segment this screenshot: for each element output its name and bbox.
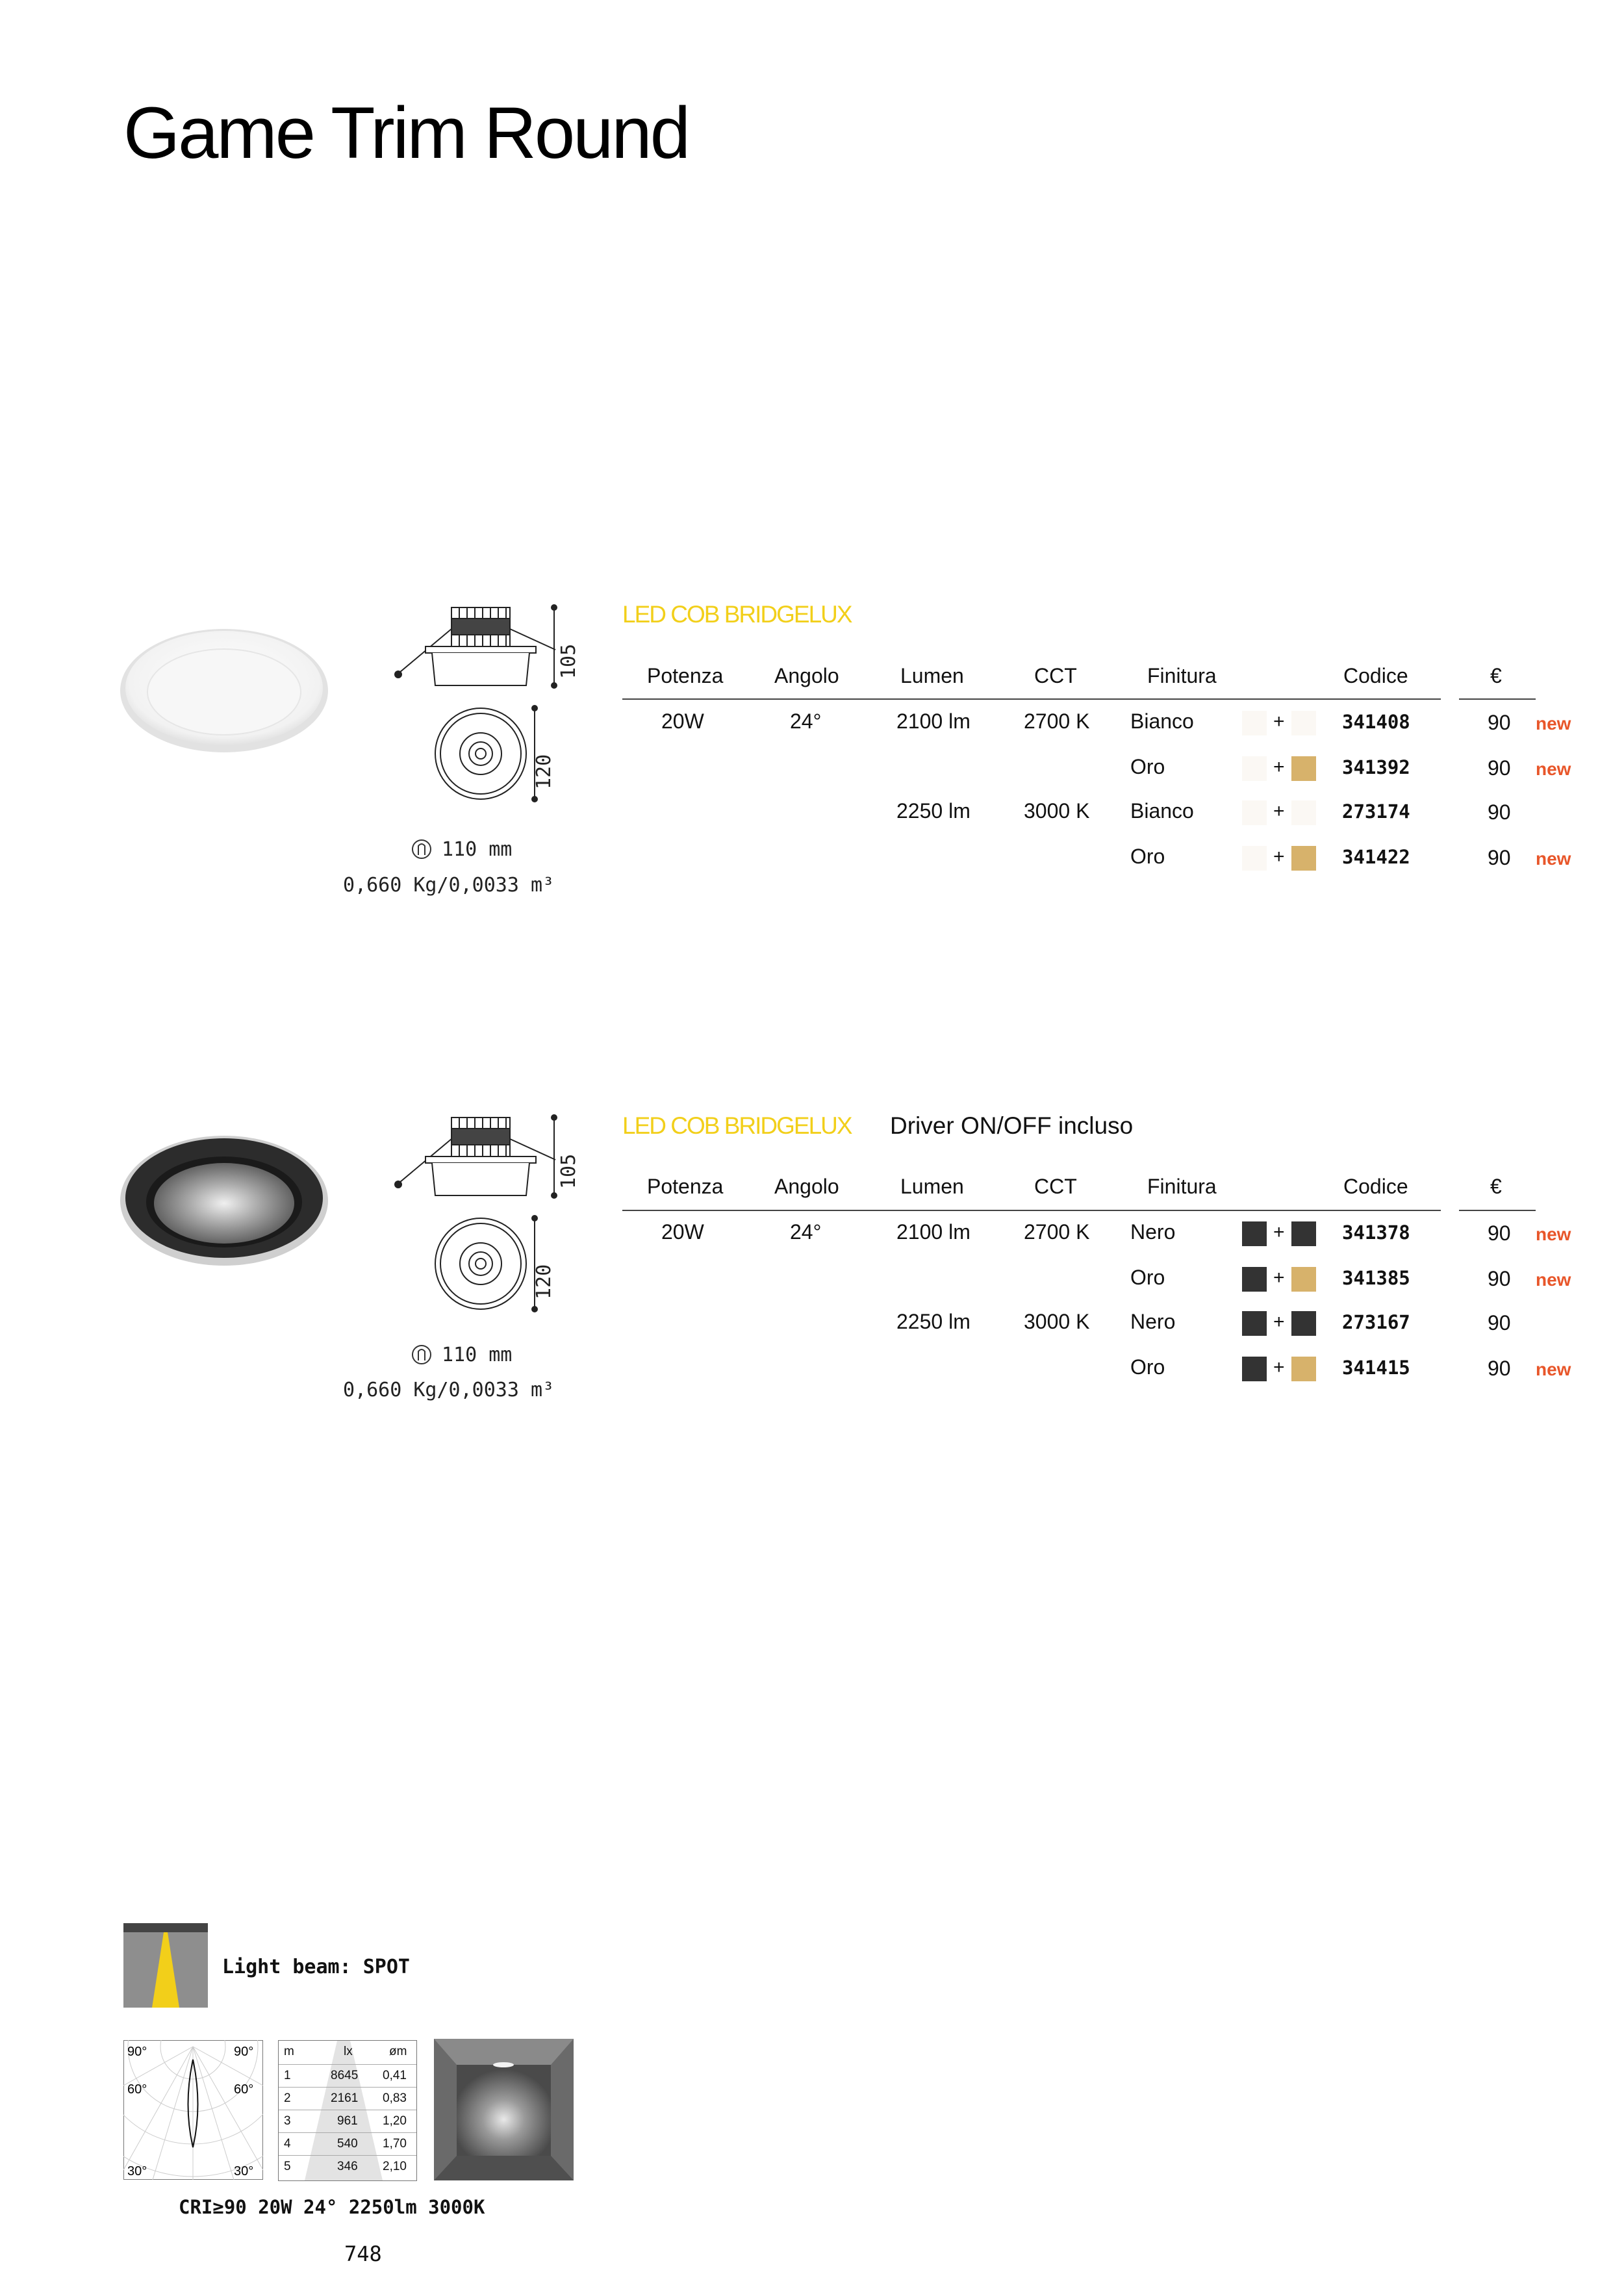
- plus-sign: +: [1273, 1267, 1285, 1288]
- cell-price: 90: [1488, 711, 1511, 734]
- cutout-icon: [411, 838, 433, 860]
- cell-price: 90: [1488, 846, 1511, 869]
- plus-sign: +: [1273, 1357, 1285, 1378]
- plus-sign: +: [1273, 1311, 1285, 1333]
- polar-label-ml: 60°: [127, 2082, 147, 2097]
- pr-om: 1,20: [383, 2114, 407, 2128]
- ph-m: m: [284, 2045, 294, 2058]
- swatch-trim: [1291, 1221, 1316, 1246]
- cell-codice: 341378: [1342, 1221, 1410, 1244]
- cell-lumen: 2100 lm: [896, 709, 971, 733]
- new-badge: new: [1536, 713, 1571, 734]
- header-price: €: [1490, 1175, 1502, 1198]
- polar-label-tl: 90°: [127, 2045, 147, 2059]
- swatch-body: [1242, 846, 1267, 871]
- header-cct: CCT: [1034, 664, 1077, 687]
- dimension-diameter: 120: [533, 754, 555, 789]
- ph-om: øm: [389, 2045, 407, 2058]
- pr-m: 3: [284, 2114, 291, 2128]
- cell-finitura: Nero: [1130, 1310, 1176, 1333]
- cell-price: 90: [1488, 1221, 1511, 1245]
- cell-codice: 341408: [1342, 711, 1410, 733]
- cell-codice: 341385: [1342, 1267, 1410, 1289]
- swatch-body: [1242, 1267, 1267, 1292]
- swatch-body: [1242, 756, 1267, 781]
- plus-sign: +: [1273, 756, 1285, 778]
- new-badge: new: [1536, 1359, 1571, 1379]
- pr-m: 5: [284, 2160, 291, 2173]
- cell-cct: 3000 K: [1024, 1310, 1090, 1333]
- photometric-row: [279, 2155, 416, 2178]
- header-rule: [622, 698, 1441, 700]
- cell-finitura: Bianco: [1130, 799, 1194, 823]
- cell-lumen: 2250 lm: [896, 799, 971, 823]
- header-cct: CCT: [1034, 1175, 1077, 1198]
- pr-om: 0,83: [383, 2091, 407, 2105]
- cutout-value: 110 mm: [442, 838, 513, 861]
- pr-m: 4: [284, 2137, 291, 2151]
- pr-om: 1,70: [383, 2137, 407, 2151]
- cell-angolo: 24°: [790, 709, 822, 733]
- cell-finitura: Nero: [1130, 1220, 1176, 1244]
- cell-price: 90: [1488, 800, 1511, 824]
- swatch-body: [1242, 1357, 1267, 1381]
- cell-lumen: 2250 lm: [896, 1310, 971, 1333]
- header-finitura: Finitura: [1147, 1175, 1217, 1198]
- plus-sign: +: [1273, 1221, 1285, 1243]
- pr-m: 1: [284, 2069, 291, 2082]
- driver-note: Driver ON/OFF incluso: [890, 1112, 1134, 1139]
- pr-lx: 346: [337, 2160, 358, 2173]
- pr-lx: 2161: [331, 2091, 359, 2105]
- photometric-table: [278, 2040, 417, 2181]
- plus-sign: +: [1273, 846, 1285, 867]
- polar-label-tr: 90°: [234, 2045, 254, 2059]
- swatch-trim: [1291, 846, 1316, 871]
- cell-price: 90: [1488, 1267, 1511, 1290]
- header-potenza: Potenza: [647, 1175, 724, 1198]
- pr-om: 2,10: [383, 2160, 407, 2173]
- cell-finitura: Bianco: [1130, 709, 1194, 733]
- product-photo-black: [117, 1131, 331, 1270]
- new-badge: new: [1536, 1270, 1571, 1290]
- new-badge: new: [1536, 759, 1571, 779]
- polar-label-bl: 30°: [127, 2164, 147, 2178]
- page-title: Game Trim Round: [123, 92, 689, 173]
- dimension-height: 105: [557, 1153, 580, 1189]
- pr-lx: 8645: [331, 2069, 359, 2082]
- swatch-body: [1242, 1221, 1267, 1246]
- cell-cct: 3000 K: [1024, 799, 1090, 823]
- price-rule: [1459, 1210, 1536, 1211]
- cell-finitura: Oro: [1130, 1355, 1165, 1379]
- cell-angolo: 24°: [790, 1220, 822, 1244]
- led-label: LED COB BRIDGELUX: [622, 601, 852, 628]
- photometric-row: [279, 2110, 416, 2133]
- cutout-icon: [411, 1344, 433, 1366]
- header-codice: Codice: [1343, 664, 1408, 687]
- header-lumen: Lumen: [900, 664, 964, 687]
- header-angolo: Angolo: [774, 664, 839, 687]
- dimension-diameter: 120: [533, 1264, 555, 1299]
- light-beam-label: Light beam: SPOT: [222, 1956, 410, 1978]
- cell-codice: 341422: [1342, 846, 1410, 868]
- cell-codice: 341392: [1342, 756, 1410, 778]
- dimension-height: 105: [557, 643, 580, 679]
- cell-finitura: Oro: [1130, 1266, 1165, 1289]
- weight-volume: 0,660 Kg/0,0033 m³: [343, 874, 555, 897]
- new-badge: new: [1536, 1224, 1571, 1244]
- cell-potenza: 20W: [661, 1220, 704, 1244]
- header-finitura: Finitura: [1147, 664, 1217, 687]
- pr-lx: 961: [337, 2114, 358, 2128]
- photometric-row: [279, 2132, 416, 2156]
- plus-sign: +: [1273, 711, 1285, 732]
- header-codice: Codice: [1343, 1175, 1408, 1198]
- cell-cct: 2700 K: [1024, 709, 1090, 733]
- new-badge: new: [1536, 849, 1571, 869]
- polar-label-br: 30°: [234, 2164, 254, 2178]
- photometric-header: [279, 2041, 416, 2063]
- cell-codice: 341415: [1342, 1357, 1410, 1379]
- cell-codice: 273167: [1342, 1311, 1410, 1333]
- spec-line: CRI≥90 20W 24° 2250lm 3000K: [179, 2196, 485, 2218]
- light-effect-render: [434, 2039, 574, 2180]
- photometric-row: [279, 2087, 416, 2110]
- swatch-trim: [1291, 711, 1316, 735]
- led-label: LED COB BRIDGELUX: [622, 1112, 852, 1139]
- header-price: €: [1490, 664, 1502, 687]
- swatch-trim: [1291, 1357, 1316, 1381]
- swatch-body: [1242, 711, 1267, 735]
- cell-cct: 2700 K: [1024, 1220, 1090, 1244]
- cutout-value: 110 mm: [442, 1344, 513, 1366]
- page-number: 748: [344, 2242, 382, 2266]
- photometric-row: [279, 2064, 416, 2088]
- swatch-body: [1242, 1311, 1267, 1336]
- cell-finitura: Oro: [1130, 845, 1165, 868]
- polar-label-mr: 60°: [234, 2082, 254, 2097]
- swatch-trim: [1291, 756, 1316, 781]
- product-photo-white: [114, 620, 335, 757]
- pr-om: 0,41: [383, 2069, 407, 2082]
- ph-lx: lx: [344, 2045, 353, 2058]
- header-angolo: Angolo: [774, 1175, 839, 1198]
- swatch-trim: [1291, 1267, 1316, 1292]
- polar-diagram: [123, 2040, 263, 2180]
- swatch-trim: [1291, 800, 1316, 825]
- header-rule: [622, 1210, 1441, 1211]
- swatch-body: [1242, 800, 1267, 825]
- pr-m: 2: [284, 2091, 291, 2105]
- cell-price: 90: [1488, 1311, 1511, 1335]
- plus-sign: +: [1273, 800, 1285, 822]
- cell-lumen: 2100 lm: [896, 1220, 971, 1244]
- cell-finitura: Oro: [1130, 755, 1165, 778]
- swatch-trim: [1291, 1311, 1316, 1336]
- cell-price: 90: [1488, 1357, 1511, 1380]
- header-lumen: Lumen: [900, 1175, 964, 1198]
- weight-volume: 0,660 Kg/0,0033 m³: [343, 1379, 555, 1401]
- pr-lx: 540: [337, 2137, 358, 2151]
- light-beam-icon: [123, 1923, 208, 2008]
- price-rule: [1459, 698, 1536, 700]
- header-potenza: Potenza: [647, 664, 724, 687]
- cell-codice: 273174: [1342, 800, 1410, 823]
- cell-potenza: 20W: [661, 709, 704, 733]
- cell-price: 90: [1488, 756, 1511, 780]
